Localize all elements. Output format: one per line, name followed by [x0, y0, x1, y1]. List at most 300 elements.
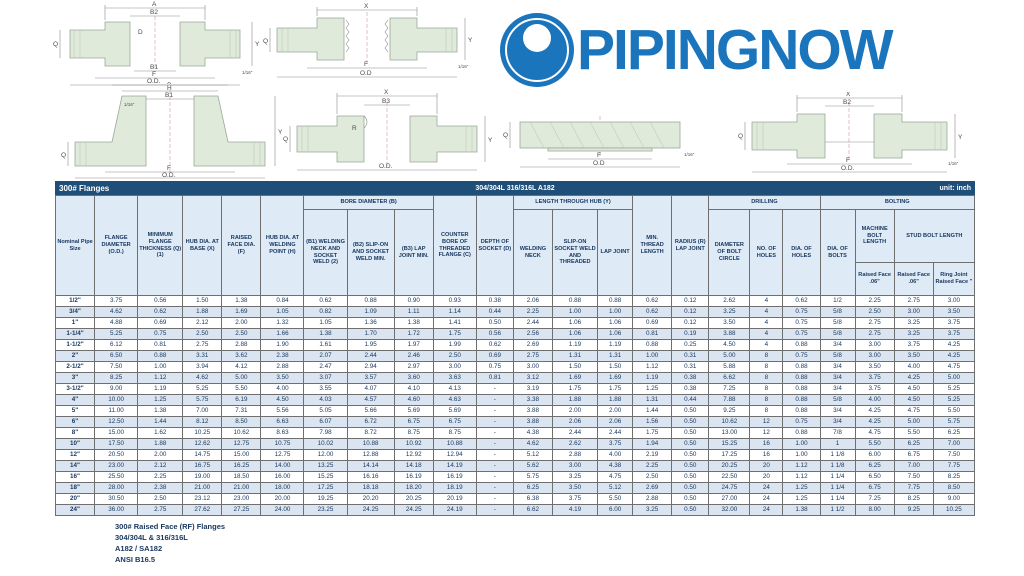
header-counter-bore: COUNTER BORE OF THREADED FLANGE (C): [433, 196, 476, 296]
dim-label-f: F: [597, 152, 601, 159]
material-grade: 304/304L 316/316L A182: [475, 184, 555, 192]
value-cell: 4.13: [433, 384, 476, 395]
pipe-size-cell: 3-1/2": [56, 384, 95, 395]
value-cell: 1.06: [552, 329, 597, 340]
value-cell: 7.50: [95, 362, 138, 373]
value-cell: 3/4: [820, 340, 855, 351]
value-cell: 0.75: [783, 329, 820, 340]
value-cell: 0.90: [394, 296, 433, 307]
value-cell: 1.00: [783, 450, 820, 461]
table-row: [56, 428, 975, 439]
value-cell: 2.75: [894, 296, 933, 307]
value-cell: 32.00: [709, 505, 750, 516]
value-cell: 2.06: [598, 417, 633, 428]
dim-label-gap: 1/16": [242, 70, 253, 75]
value-cell: 36.00: [95, 505, 138, 516]
value-cell: 2.97: [394, 362, 433, 373]
header-b2: (B2) SLIP-ON AND SOCKET WELD MIN.: [347, 210, 394, 296]
value-cell: 0.88: [783, 428, 820, 439]
footer-line: A182 / SA182: [115, 544, 163, 553]
dim-label-gap: 1/16": [948, 161, 959, 166]
value-cell: 7.31: [222, 406, 261, 417]
value-cell: 5/8: [820, 351, 855, 362]
value-cell: 1.12: [633, 362, 672, 373]
value-cell: 7.00: [183, 406, 222, 417]
welding-neck-flange-drawing: [60, 82, 288, 185]
value-cell: 1 1/4: [820, 483, 855, 494]
value-cell: 3.00: [933, 296, 974, 307]
value-cell: 0.50: [672, 483, 709, 494]
value-cell: 2.25: [855, 296, 894, 307]
dim-label-gap: 1/16": [684, 152, 695, 157]
header-group-drilling: DRILLING: [709, 196, 820, 210]
value-cell: 16.25: [222, 461, 261, 472]
value-cell: 3/4: [820, 362, 855, 373]
dim-label-d: D: [138, 29, 143, 36]
value-cell: 6.75: [894, 450, 933, 461]
pipe-size-cell: 5": [56, 406, 95, 417]
table-header: [56, 196, 975, 296]
blind-flange-drawing: [500, 108, 702, 177]
value-cell: 5.56: [261, 406, 304, 417]
header-min-flange-thickness: MINIMUM FLANGE THICKNESS (Q) (1): [138, 196, 183, 296]
value-cell: 1.14: [433, 307, 476, 318]
header-welding-neck: WELDING NECK: [513, 210, 552, 296]
value-cell: 23.12: [183, 494, 222, 505]
value-cell: 4.88: [95, 318, 138, 329]
value-cell: 8.25: [95, 373, 138, 384]
value-cell: 7.98: [304, 428, 347, 439]
value-cell: 0.50: [672, 428, 709, 439]
value-cell: 2.50: [433, 351, 476, 362]
value-cell: 1.25: [783, 483, 820, 494]
value-cell: 21.00: [183, 483, 222, 494]
value-cell: 2.88: [222, 340, 261, 351]
unit-label: unit: inch: [939, 184, 971, 192]
value-cell: 0.31: [672, 351, 709, 362]
value-cell: 1.50: [183, 296, 222, 307]
value-cell: 0.62: [476, 340, 513, 351]
value-cell: 18.20: [394, 483, 433, 494]
value-cell: 1/2: [820, 296, 855, 307]
value-cell: 7/8: [820, 428, 855, 439]
table-row: [56, 406, 975, 417]
value-cell: 2.06: [513, 296, 552, 307]
value-cell: 2.50: [183, 329, 222, 340]
value-cell: 12.62: [183, 439, 222, 450]
value-cell: 15.25: [709, 439, 750, 450]
value-cell: 10.88: [433, 439, 476, 450]
value-cell: 1.69: [552, 373, 597, 384]
value-cell: 2.38: [261, 351, 304, 362]
value-cell: 5.50: [933, 406, 974, 417]
value-cell: 24.75: [709, 483, 750, 494]
value-cell: 2.69: [513, 340, 552, 351]
value-cell: 0.50: [672, 450, 709, 461]
value-cell: 2.07: [304, 351, 347, 362]
value-cell: 0.50: [672, 461, 709, 472]
value-cell: 5/8: [820, 395, 855, 406]
pipe-size-cell: 6": [56, 417, 95, 428]
value-cell: 17.25: [709, 450, 750, 461]
logo-wordmark: PIPINGNOW: [577, 18, 892, 82]
value-cell: 1.88: [183, 307, 222, 318]
value-cell: 0.88: [783, 373, 820, 384]
value-cell: 3.75: [95, 296, 138, 307]
value-cell: 7.50: [894, 472, 933, 483]
value-cell: 0.56: [138, 296, 183, 307]
value-cell: 7.75: [894, 483, 933, 494]
value-cell: -: [476, 384, 513, 395]
table-row: [56, 307, 975, 318]
value-cell: 3.00: [513, 362, 552, 373]
value-cell: 2.12: [138, 461, 183, 472]
value-cell: 2.00: [552, 406, 597, 417]
value-cell: 20.20: [347, 494, 394, 505]
value-cell: 27.25: [222, 505, 261, 516]
value-cell: 9.25: [894, 505, 933, 516]
dim-label-od: O.D.: [379, 163, 393, 170]
value-cell: -: [476, 483, 513, 494]
pipingnow-logo: [497, 10, 892, 90]
value-cell: 4: [750, 307, 783, 318]
value-cell: 17.50: [95, 439, 138, 450]
value-cell: 6.25: [933, 428, 974, 439]
value-cell: 0.81: [138, 340, 183, 351]
header-depth-socket: DEPTH OF SOCKET (D): [476, 196, 513, 296]
value-cell: 1.19: [138, 384, 183, 395]
header-lap-joint: LAP JOINT: [598, 210, 633, 296]
value-cell: 16.75: [183, 461, 222, 472]
value-cell: 0.50: [672, 417, 709, 428]
value-cell: 0.44: [476, 307, 513, 318]
value-cell: 0.75: [783, 351, 820, 362]
value-cell: -: [476, 395, 513, 406]
value-cell: 1.66: [261, 329, 304, 340]
table-row: [56, 494, 975, 505]
value-cell: 1 1/4: [820, 472, 855, 483]
value-cell: 1 1/8: [820, 450, 855, 461]
value-cell: 19.00: [183, 472, 222, 483]
value-cell: 0.38: [672, 384, 709, 395]
value-cell: 4.62: [183, 373, 222, 384]
value-cell: 7.75: [933, 461, 974, 472]
value-cell: 0.50: [672, 505, 709, 516]
pipe-size-cell: 1-1/2": [56, 340, 95, 351]
value-cell: 14.19: [433, 461, 476, 472]
value-cell: 6.75: [855, 483, 894, 494]
value-cell: 6.38: [513, 494, 552, 505]
value-cell: 6.25: [855, 461, 894, 472]
value-cell: 12.94: [433, 450, 476, 461]
value-cell: 10.62: [222, 428, 261, 439]
value-cell: 3.25: [894, 318, 933, 329]
value-cell: 3/4: [820, 373, 855, 384]
dim-label-gap: 1/16": [124, 102, 135, 107]
slip-on-flange-drawing: [50, 0, 262, 95]
value-cell: 1.38: [783, 505, 820, 516]
dim-label-b3: B3: [382, 98, 390, 105]
value-cell: 0.62: [633, 307, 672, 318]
flange-dimension-table: [55, 195, 975, 516]
value-cell: 3.75: [933, 318, 974, 329]
value-cell: 23.00: [222, 494, 261, 505]
pipe-size-cell: 1-1/4": [56, 329, 95, 340]
table-row: [56, 296, 975, 307]
value-cell: 1.05: [304, 318, 347, 329]
value-cell: 2.00: [222, 318, 261, 329]
dim-label-x: X: [384, 89, 389, 96]
header-machine-raised-face: Raised Face .06": [855, 263, 894, 296]
value-cell: 3.00: [855, 351, 894, 362]
value-cell: 4.75: [933, 362, 974, 373]
value-cell: 1: [820, 439, 855, 450]
value-cell: 24.00: [261, 505, 304, 516]
value-cell: 1.32: [261, 318, 304, 329]
footer-notes: [115, 521, 225, 565]
table-row: [56, 329, 975, 340]
value-cell: 4.38: [598, 461, 633, 472]
value-cell: 8.50: [933, 483, 974, 494]
value-cell: 2.38: [138, 483, 183, 494]
value-cell: 4.03: [304, 395, 347, 406]
value-cell: 1.25: [783, 494, 820, 505]
dim-label-h: H: [167, 85, 172, 92]
value-cell: 1.09: [347, 307, 394, 318]
value-cell: 10.02: [304, 439, 347, 450]
table-body: [56, 296, 975, 516]
value-cell: 0.88: [783, 406, 820, 417]
value-cell: 10.92: [394, 439, 433, 450]
value-cell: 2.00: [598, 406, 633, 417]
value-cell: 0.88: [783, 384, 820, 395]
table-row: [56, 472, 975, 483]
value-cell: 0.12: [672, 318, 709, 329]
value-cell: 4.60: [394, 395, 433, 406]
value-cell: 0.19: [672, 329, 709, 340]
value-cell: 2.19: [633, 450, 672, 461]
table-row: [56, 439, 975, 450]
value-cell: 4.75: [855, 428, 894, 439]
header-group-length-through-hub: LENGTH THROUGH HUB (Y): [513, 196, 632, 210]
value-cell: 0.88: [138, 351, 183, 362]
value-cell: 7.88: [709, 395, 750, 406]
dim-label-f: F: [846, 157, 850, 164]
value-cell: 1.61: [304, 340, 347, 351]
value-cell: 1.31: [598, 351, 633, 362]
value-cell: 3.75: [933, 329, 974, 340]
value-cell: 0.62: [633, 296, 672, 307]
value-cell: 4.50: [894, 384, 933, 395]
value-cell: 4.25: [933, 351, 974, 362]
value-cell: -: [476, 494, 513, 505]
value-cell: 1.12: [783, 461, 820, 472]
value-cell: 7.50: [933, 450, 974, 461]
value-cell: 2.75: [138, 505, 183, 516]
value-cell: 16.16: [347, 472, 394, 483]
value-cell: 1.00: [783, 439, 820, 450]
value-cell: 5.62: [513, 461, 552, 472]
value-cell: 0.25: [672, 340, 709, 351]
value-cell: 1.36: [347, 318, 394, 329]
value-cell: 1.31: [552, 351, 597, 362]
value-cell: -: [476, 450, 513, 461]
value-cell: 6.00: [598, 505, 633, 516]
value-cell: 3.57: [347, 373, 394, 384]
pipingnow-logo-icon: [497, 10, 577, 90]
value-cell: 3.00: [855, 340, 894, 351]
footer-line: ANSI B16.5: [115, 555, 156, 564]
value-cell: 19.25: [304, 494, 347, 505]
value-cell: 3.25: [552, 472, 597, 483]
header-radius-lap-joint: RADIUS (R) LAP JOINT: [672, 196, 709, 296]
value-cell: 12.00: [304, 450, 347, 461]
value-cell: 25.50: [95, 472, 138, 483]
value-cell: 4: [750, 329, 783, 340]
value-cell: 0.69: [633, 318, 672, 329]
value-cell: 10.62: [709, 417, 750, 428]
value-cell: 4.62: [95, 307, 138, 318]
value-cell: 6.00: [855, 450, 894, 461]
value-cell: 0.62: [138, 307, 183, 318]
socket-weld-flange-drawing: [737, 92, 967, 181]
value-cell: 5.25: [183, 384, 222, 395]
value-cell: 4.57: [347, 395, 394, 406]
value-cell: 5/8: [820, 329, 855, 340]
value-cell: 0.84: [261, 296, 304, 307]
value-cell: 30.50: [95, 494, 138, 505]
value-cell: 3.07: [304, 373, 347, 384]
value-cell: 1.75: [633, 428, 672, 439]
value-cell: 0.56: [476, 329, 513, 340]
value-cell: 1.19: [552, 340, 597, 351]
table-row: [56, 362, 975, 373]
header-group-bolting: BOLTING: [820, 196, 974, 210]
pipe-size-cell: 10": [56, 439, 95, 450]
value-cell: 5.12: [598, 483, 633, 494]
value-cell: 4.63: [433, 395, 476, 406]
dim-label-b1: B1: [150, 64, 158, 71]
header-bolt-circle: DIAMETER OF BOLT CIRCLE: [709, 210, 750, 296]
value-cell: 0.50: [672, 494, 709, 505]
dim-label-od: O.D.: [147, 78, 161, 85]
value-cell: 14.14: [347, 461, 394, 472]
dim-label-q: Q: [263, 38, 269, 45]
value-cell: 6.50: [855, 472, 894, 483]
value-cell: 8: [750, 406, 783, 417]
value-cell: 0.75: [783, 318, 820, 329]
header-no-holes: NO. OF HOLES: [750, 210, 783, 296]
value-cell: 0.62: [304, 296, 347, 307]
value-cell: 4.38: [513, 428, 552, 439]
value-cell: -: [476, 461, 513, 472]
value-cell: 1.44: [138, 417, 183, 428]
value-cell: 3.50: [933, 307, 974, 318]
value-cell: 24.25: [347, 505, 394, 516]
value-cell: 13.25: [304, 461, 347, 472]
value-cell: 4.25: [933, 340, 974, 351]
value-cell: 2.44: [598, 428, 633, 439]
dim-label-x: X: [364, 3, 369, 10]
value-cell: 12.50: [95, 417, 138, 428]
value-cell: 3.50: [261, 373, 304, 384]
header-group-bore-diameter: BORE DIAMETER (B): [304, 196, 433, 210]
value-cell: 10.88: [347, 439, 394, 450]
dim-label-b2: B2: [843, 99, 851, 106]
value-cell: 1.50: [552, 362, 597, 373]
value-cell: 12: [750, 428, 783, 439]
value-cell: 16.19: [394, 472, 433, 483]
value-cell: 3.12: [513, 373, 552, 384]
value-cell: 8: [750, 351, 783, 362]
value-cell: 4.00: [894, 362, 933, 373]
value-cell: 7.25: [855, 494, 894, 505]
value-cell: 2.69: [633, 483, 672, 494]
value-cell: 18.19: [433, 483, 476, 494]
value-cell: 0.31: [672, 362, 709, 373]
value-cell: 23.00: [95, 461, 138, 472]
value-cell: 1.62: [138, 428, 183, 439]
value-cell: 15.00: [222, 450, 261, 461]
value-cell: 2.44: [552, 428, 597, 439]
value-cell: 3.25: [894, 329, 933, 340]
value-cell: 4.00: [855, 395, 894, 406]
value-cell: 1.94: [633, 439, 672, 450]
value-cell: 20.25: [709, 461, 750, 472]
value-cell: 0.88: [598, 296, 633, 307]
value-cell: 20: [750, 472, 783, 483]
value-cell: 8.75: [433, 428, 476, 439]
value-cell: 4: [750, 340, 783, 351]
value-cell: 3.25: [709, 307, 750, 318]
header-dia-holes: DIA. OF HOLES: [783, 210, 820, 296]
pipe-size-cell: 24": [56, 505, 95, 516]
value-cell: 12.75: [222, 439, 261, 450]
value-cell: 1.70: [347, 329, 394, 340]
value-cell: 1.12: [138, 373, 183, 384]
table-row: [56, 417, 975, 428]
value-cell: 4.75: [598, 472, 633, 483]
value-cell: 1.38: [222, 296, 261, 307]
value-cell: -: [476, 406, 513, 417]
pipe-size-cell: 2-1/2": [56, 362, 95, 373]
value-cell: 5.12: [513, 450, 552, 461]
value-cell: 2.00: [138, 450, 183, 461]
value-cell: 18.00: [261, 483, 304, 494]
value-cell: 1.75: [552, 384, 597, 395]
value-cell: 1.69: [222, 307, 261, 318]
value-cell: 2.88: [261, 362, 304, 373]
value-cell: 3/4: [820, 417, 855, 428]
table-row: [56, 461, 975, 472]
value-cell: 12.92: [394, 450, 433, 461]
value-cell: 5/8: [820, 318, 855, 329]
value-cell: 20.25: [394, 494, 433, 505]
value-cell: 2.56: [513, 329, 552, 340]
table-row: [56, 505, 975, 516]
value-cell: 24: [750, 483, 783, 494]
value-cell: 0.75: [138, 329, 183, 340]
value-cell: 0.88: [783, 340, 820, 351]
value-cell: 3.55: [304, 384, 347, 395]
value-cell: 4.19: [552, 505, 597, 516]
value-cell: 2.25: [633, 461, 672, 472]
value-cell: 4.00: [261, 384, 304, 395]
header-raised-face-dia: RAISED FACE DIA. (F): [222, 196, 261, 296]
pipe-size-cell: 3/4": [56, 307, 95, 318]
value-cell: 0.62: [783, 296, 820, 307]
threaded-flange-drawing: [262, 2, 474, 87]
